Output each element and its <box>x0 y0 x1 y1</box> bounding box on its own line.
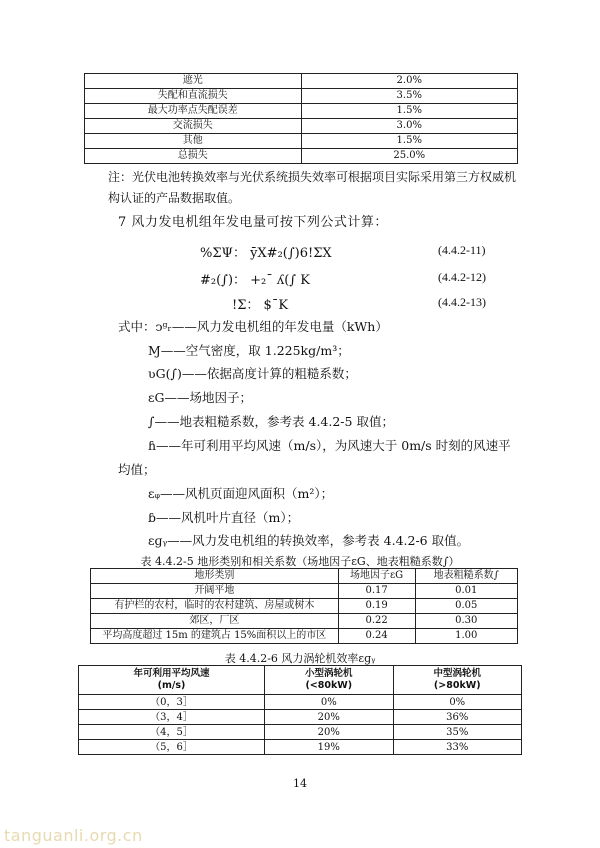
definition-line: ɓ——风机叶片直径（m）； <box>148 510 300 525</box>
table-cell: 0.05 <box>415 599 517 614</box>
note-paragraph: 注：光伏电池转换效率与光伏系统损失效率可根据项目实际采用第三方权威机构认证的产品数据取值。 <box>108 170 517 205</box>
header-line: 中型涡轮机 <box>433 668 482 679</box>
table-cell: 有护栏的农村，临时的农村建筑、房屋或树木 <box>91 599 339 614</box>
table-cell: 0.01 <box>415 584 517 599</box>
equation-number: (4.4.2-11) <box>438 243 486 257</box>
table-caption: 表 4.4.2-6 风力涡轮机效率εɡᵧ <box>224 652 376 665</box>
header-line: 小型涡轮机 <box>305 668 353 679</box>
table-header-row <box>91 569 518 584</box>
definition-line: ʋG(∫)——依据高度计算的粗糙系数； <box>148 366 357 381</box>
header-line: (m/s) <box>157 680 186 691</box>
table-header-row <box>79 666 522 695</box>
table-cell: 最大功率点失配误差 <box>85 104 302 119</box>
table-cell: 交流损失 <box>85 119 302 134</box>
table-cell: 平均高度超过 15m 的建筑占 15%面积以上的市区 <box>91 629 339 644</box>
table-cell: 2.0% <box>301 74 518 89</box>
table-row <box>85 149 518 164</box>
table-row <box>85 119 518 134</box>
table-cell: 33% <box>393 740 521 755</box>
table-cell: 0.22 <box>338 614 415 629</box>
table-row <box>85 104 518 119</box>
table-cell: 郊区，厂区 <box>91 614 339 629</box>
table-cell: 0% <box>265 695 393 710</box>
table-row <box>79 725 522 740</box>
table-row <box>91 599 518 614</box>
table-cell: 19% <box>265 740 393 755</box>
header-line: 年可利用平均风速 <box>133 668 210 679</box>
equation: !Σ： $ˉK <box>232 298 289 313</box>
table-caption: 表 4.4.2-5 地形类别和相关系数（场地因子εG、地表粗糙系数∫） <box>140 555 460 568</box>
table-row <box>91 584 518 599</box>
table-cell: （3，4］ <box>79 710 265 725</box>
table-row <box>85 74 518 89</box>
definition-line: 式中：ↄᵍᵣ——风力发电机组的年发电量（kWh） <box>118 319 388 334</box>
equation-number: (4.4.2-13) <box>438 295 486 309</box>
table-cell: 失配和直流损失 <box>85 89 302 104</box>
header-line: (<80kW) <box>305 680 353 691</box>
definition-line: ɦ——年可利用平均风速（m/s），为风速大于 0m/s 时刻的风速平 <box>148 438 511 453</box>
table-cell: 1.00 <box>415 629 517 644</box>
terrain-table <box>90 568 518 644</box>
terrain-table-body <box>91 569 518 644</box>
loss-table-body <box>85 74 518 164</box>
table-cell: 0.24 <box>338 629 415 644</box>
definition-line: εG——场地因子； <box>148 390 252 405</box>
definition-line: ɛᵩ——风机页面迎风面积（m²）； <box>148 486 334 501</box>
table-cell: 0.19 <box>338 599 415 614</box>
table-cell: 25.0% <box>301 149 518 164</box>
turbine-efficiency-table <box>78 665 522 755</box>
table-header-cell <box>393 666 521 695</box>
table-cell: 其他 <box>85 134 302 149</box>
table-header-cell: 地形类别 <box>91 569 339 584</box>
table-cell: 遮光 <box>85 74 302 89</box>
table-cell: （0，3］ <box>79 695 265 710</box>
table-header-cell: 场地因子εG <box>338 569 415 584</box>
table-cell: 1.5% <box>301 134 518 149</box>
watermark: tanguanli.org.cn <box>4 826 143 845</box>
equation: #₂(∫)： +₂ˉ ʎ(∫ K <box>200 273 310 288</box>
table-cell: 20% <box>265 725 393 740</box>
table-row <box>79 740 522 755</box>
table-header-cell <box>265 666 393 695</box>
table-cell: 0.17 <box>338 584 415 599</box>
table-row <box>91 629 518 644</box>
table-row <box>91 614 518 629</box>
table-cell: 3.5% <box>301 89 518 104</box>
table-row <box>79 695 522 710</box>
table-row <box>79 710 522 725</box>
table-row <box>85 89 518 104</box>
definition-line: ∫——地表粗糙系数，参考表 4.4.2-5 取值； <box>148 414 394 429</box>
definition-line: ɛɡᵧ——风力发电机组的转换效率，参考表 4.4.2-6 取值。 <box>148 533 470 548</box>
table-header-cell: 地表粗糙系数∫ <box>415 569 517 584</box>
equation: %ΣΨ： ȳX#₂(∫)6!ΣX <box>200 246 332 261</box>
equation-number: (4.4.2-12) <box>438 270 486 284</box>
table-row <box>85 134 518 149</box>
definition-line: 均值； <box>118 462 156 477</box>
table-cell: 3.0% <box>301 119 518 134</box>
table-cell: 36% <box>393 710 521 725</box>
table-cell: 0.30 <box>415 614 517 629</box>
table-cell: 0% <box>393 695 521 710</box>
section-heading: 7 风力发电机组年发电量可按下列公式计算： <box>118 215 388 230</box>
definition-line: Ɱ——空气密度，取 1.225kg/m³； <box>148 343 350 358</box>
table-cell: 1.5% <box>301 104 518 119</box>
table-cell: 开阔平地 <box>91 584 339 599</box>
page-number: 14 <box>293 777 307 790</box>
header-line: (>80kW) <box>433 680 481 691</box>
table-cell: 总损失 <box>85 149 302 164</box>
turbine-table-body <box>79 666 522 755</box>
table-cell: （4，5］ <box>79 725 265 740</box>
loss-table <box>84 73 518 164</box>
table-cell: 20% <box>265 710 393 725</box>
table-cell: 35% <box>393 725 521 740</box>
table-header-cell <box>79 666 265 695</box>
table-cell: （5，6］ <box>79 740 265 755</box>
